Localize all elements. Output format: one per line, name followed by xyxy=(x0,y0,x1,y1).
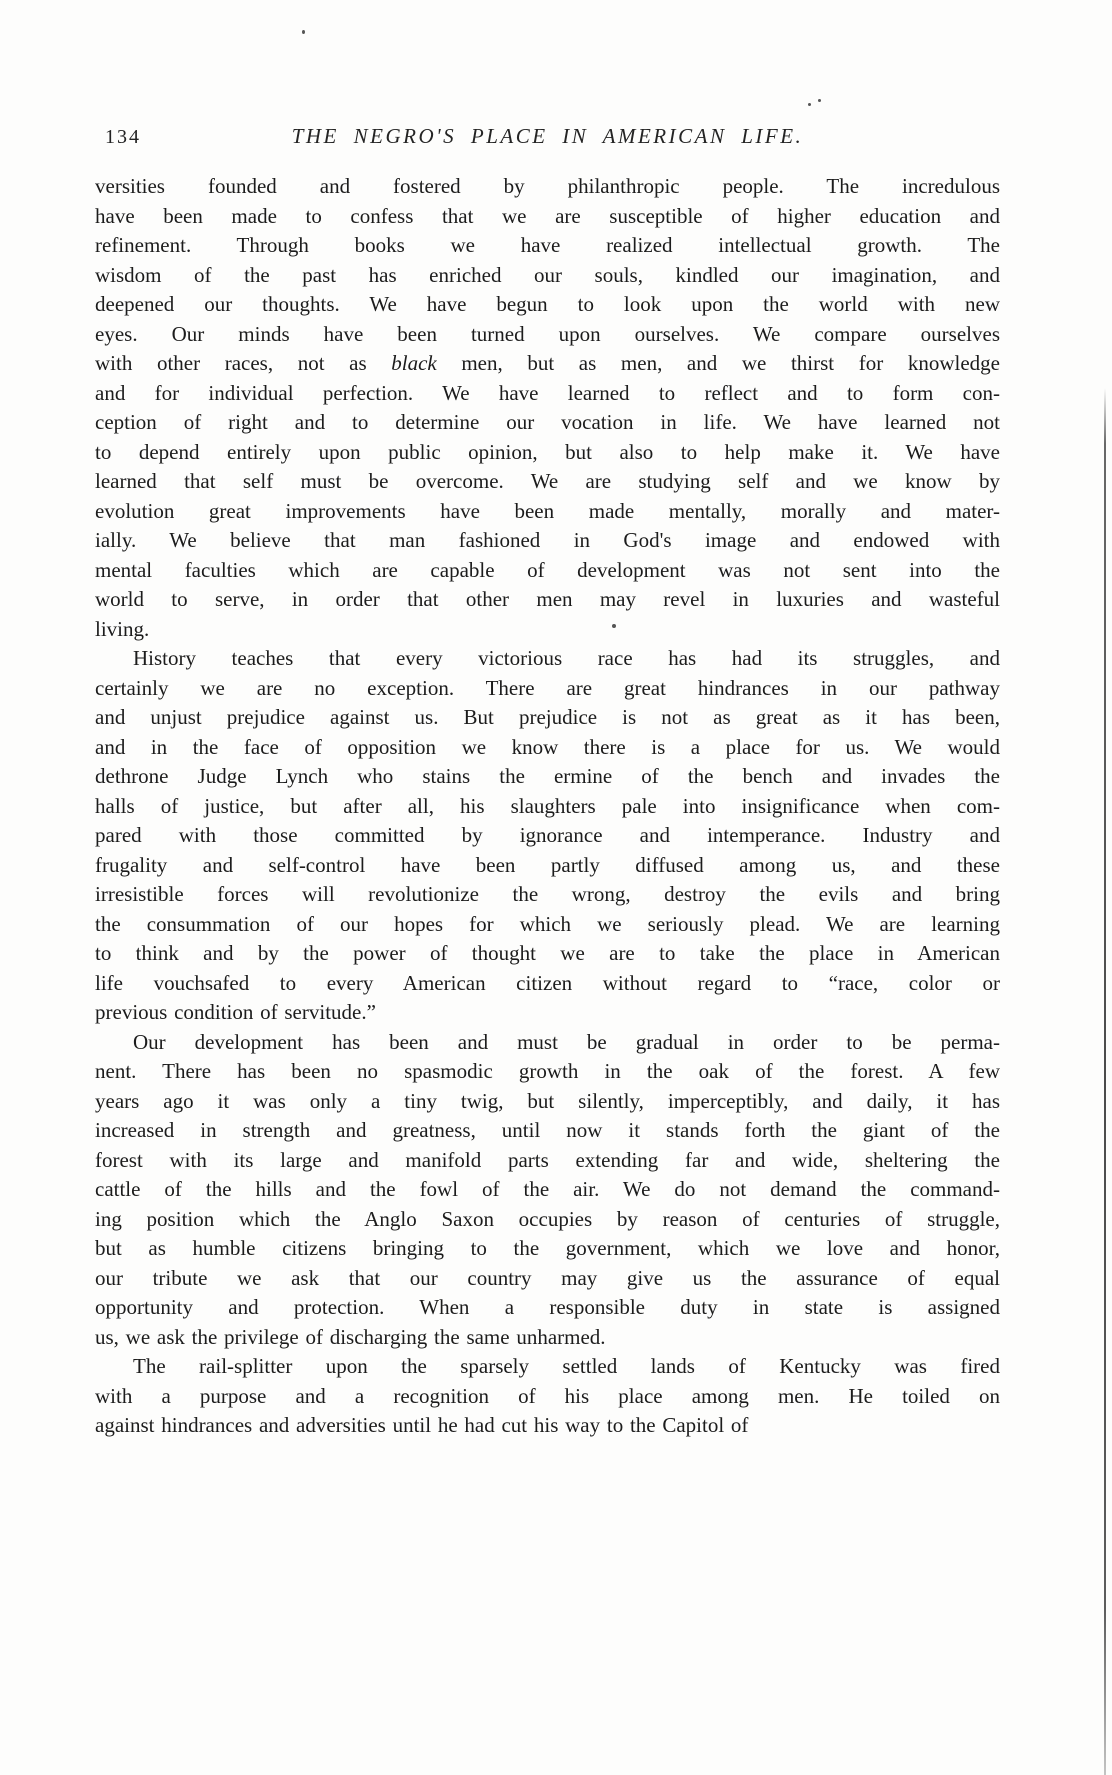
text-line: world to serve, in order that other men may revel in luxuries and wasteful xyxy=(95,587,1000,611)
text-line: ception of right and to determine our vocation in life. We have learned not xyxy=(95,410,1000,434)
text-line: dethrone Judge Lynch who stains the ermine of the bench and invades the xyxy=(95,764,1000,788)
text-line: living. xyxy=(95,616,150,641)
text-line: wisdom of the past has enriched our souls, kindled our imagination, and xyxy=(95,262,1000,287)
text-line: and unjust prejudice against us. But prejudice is not as great as it has been, xyxy=(95,705,1000,729)
text-line: frugality and self-control have been partly diffused among us, and these xyxy=(95,852,1000,877)
text-line: against hindrances and adversities until he had cut his way to the Capitol of xyxy=(95,1413,749,1437)
text-line: learned that self must be overcome. We are studying self and we know by xyxy=(95,469,1000,493)
text-line: refinement. Through books we have realized intellectual growth. The xyxy=(95,233,1000,257)
text-line: The rail-splitter upon the sparsely settled lands of Kentucky was fired xyxy=(133,1354,1000,1378)
paragraph xyxy=(95,644,1000,1028)
text-line: Our development has been and must be gradual in order to be perma- xyxy=(133,1029,1000,1054)
text-line: eyes. Our minds have been turned upon ourselves. We compare ourselves xyxy=(95,321,1000,346)
text-line: but as humble citizens bringing to the government, which we love and honor, xyxy=(95,1236,1000,1260)
text-line: evolution great improvements have been made mentally, morally and mater- xyxy=(95,498,1000,523)
text-line: to think and by the power of thought we are to take the place in American xyxy=(95,941,1000,965)
text-line: us, we ask the privilege of discharging the same unharmed. xyxy=(95,1324,606,1349)
page-binding-shadow xyxy=(1104,388,1106,1775)
text-line: certainly we are no exception. There are great hindrances in our pathway xyxy=(95,675,1000,700)
paragraph xyxy=(95,1028,1000,1353)
text-line: to depend entirely upon public opinion, but also to help make it. We have xyxy=(95,439,1000,464)
text-line: increased in strength and greatness, until now it stands forth the giant of the xyxy=(95,1118,1000,1142)
text-line: mental faculties which are capable of development was not sent into the xyxy=(95,557,1000,582)
running-header-title: THE NEGRO'S PLACE IN AMERICAN LIFE. xyxy=(291,124,804,148)
scan-speck xyxy=(302,30,305,34)
text-line: deepened our thoughts. We have begun to look upon the world with new xyxy=(95,292,1000,316)
text-line: have been made to confess that we are susceptible of higher education and xyxy=(95,203,1000,228)
paragraph xyxy=(95,172,1000,644)
text-line: years ago it was only a tiny twig, but silently, imperceptibly, and daily, it has xyxy=(95,1088,1000,1113)
text-line: nent. There has been no spasmodic growth in the oak of the forest. A few xyxy=(95,1059,1000,1083)
text-line: halls of justice, but after all, his slaughters pale into insignificance when com- xyxy=(95,793,1000,818)
text-line: and for individual perfection. We have learned to reflect and to form con- xyxy=(95,380,1000,405)
running-header xyxy=(95,122,1000,156)
text-line: with other races, not as black men, but as men, and we thirst for knowledge xyxy=(95,351,1000,375)
text-line: irresistible forces will revolutionize the wrong, destroy the evils and bring xyxy=(95,882,1000,906)
text-line: and in the face of opposition we know there is a place for us. We would xyxy=(95,734,1000,759)
paragraph xyxy=(95,1352,1000,1441)
scan-speck xyxy=(818,99,821,102)
text-line: pared with those committed by ignorance and intemperance. Industry and xyxy=(95,823,1000,847)
text-line: History teaches that every victorious race has had its struggles, and xyxy=(133,646,1000,670)
text-line: the consummation of our hopes for which we seriously plead. We are learning xyxy=(95,911,1000,936)
text-line: versities founded and fostered by philanthropic people. The incredulous xyxy=(95,174,1000,198)
text-line: life vouchsafed to every American citizen without regard to “race, color or xyxy=(95,970,1000,995)
text-line: our tribute we ask that our country may give us the assurance of equal xyxy=(95,1265,1000,1290)
text-line: previous condition of servitude.” xyxy=(95,1000,376,1024)
text-line: with a purpose and a recognition of his place among men. He toiled on xyxy=(95,1383,1000,1408)
text-line: ially. We believe that man fashioned in God's image and endowed with xyxy=(95,528,1000,552)
scan-speck xyxy=(808,103,811,106)
text-line: opportunity and protection. When a responsible duty in state is assigned xyxy=(95,1295,1000,1319)
page-text xyxy=(95,172,1000,1441)
page-number: 134 xyxy=(105,126,141,148)
text-line: ing position which the Anglo Saxon occupies by reason of centuries of struggle, xyxy=(95,1206,1000,1231)
text-line: cattle of the hills and the fowl of the air. We do not demand the command- xyxy=(95,1177,1000,1201)
text-line: forest with its large and manifold parts extending far and wide, sheltering the xyxy=(95,1147,1000,1172)
